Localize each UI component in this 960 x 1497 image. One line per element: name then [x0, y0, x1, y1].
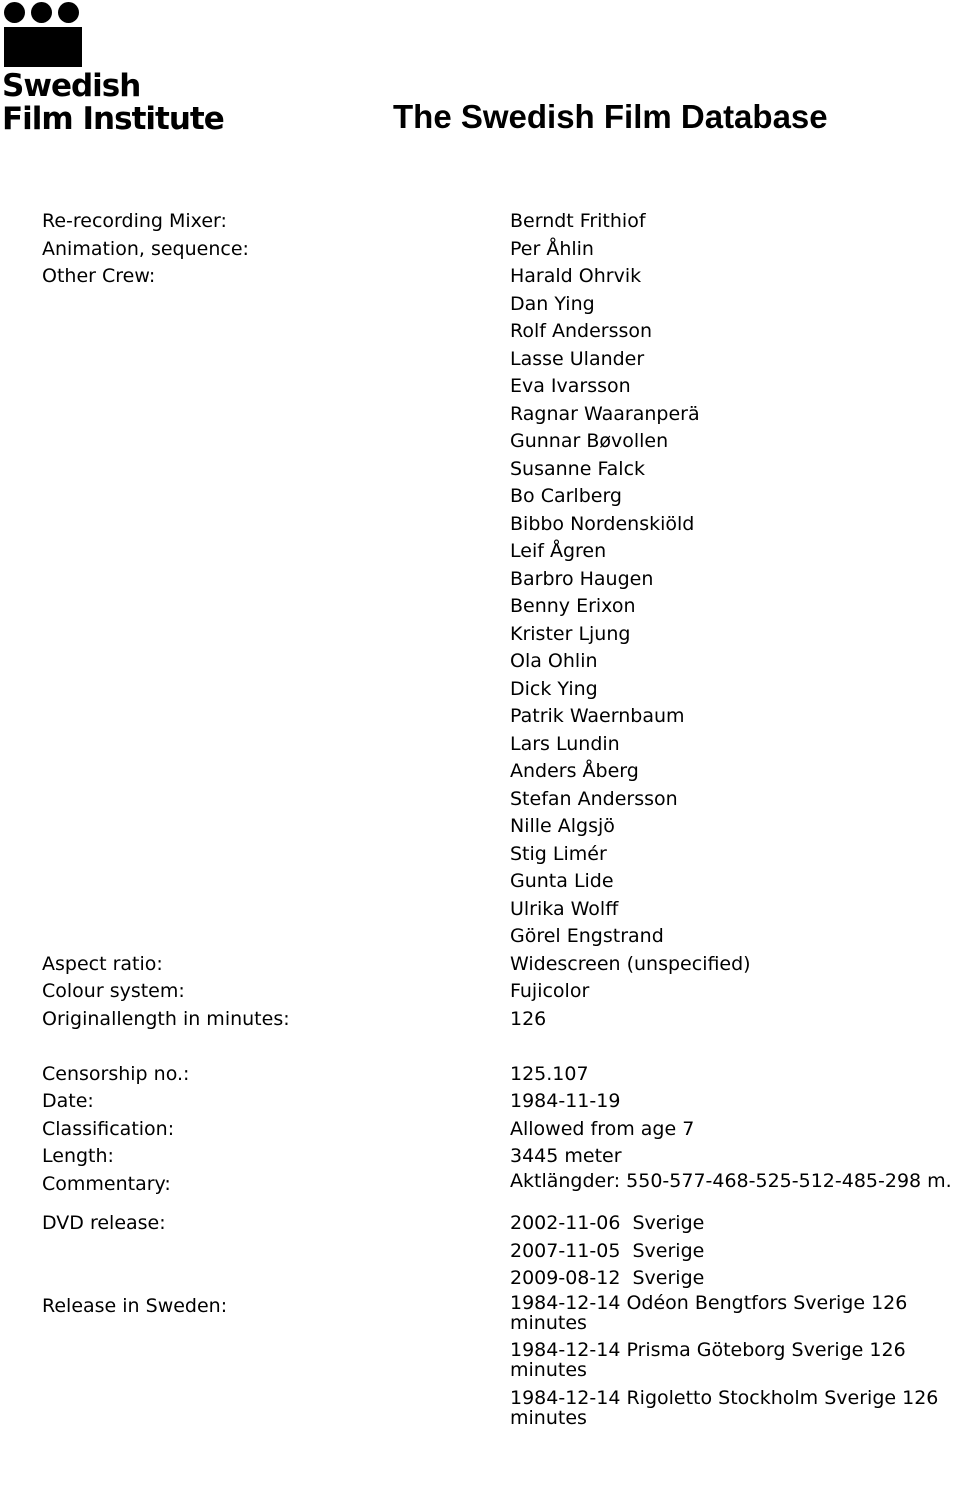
crew-member: Gunta Lide	[510, 870, 614, 892]
crew-member: Rolf Andersson	[510, 320, 653, 342]
crew-member: Dan Ying	[510, 292, 595, 315]
field-row-original-length	[42, 1006, 952, 1034]
field-value: Allowed from age 7	[510, 1117, 695, 1140]
field-label: Classification:	[42, 1117, 175, 1140]
field-label: Censorship no.:	[42, 1062, 190, 1085]
field-value: Aktlängder: 550-577-468-525-512-485-298 m.	[510, 1169, 952, 1192]
logo-text-line-1: Swedish	[2, 68, 141, 104]
logo-dots	[4, 2, 222, 23]
dvd-release-entry: 2009-08-12 Sverige	[510, 1267, 705, 1289]
section-spacer	[42, 1198, 952, 1210]
crew-member: Leif Ågren	[510, 540, 607, 562]
field-row-length	[42, 1143, 952, 1171]
field-row-commentary	[42, 1171, 952, 1199]
field-value: 3445 meter	[510, 1145, 622, 1167]
crew-member: Benny Erixon	[510, 595, 636, 617]
field-row-date	[42, 1088, 952, 1116]
crew-member: Gunnar Bøvollen	[510, 430, 669, 452]
crew-member: Bo Carlberg	[510, 485, 622, 507]
logo-dot	[58, 2, 79, 23]
field-row-dvd-release	[42, 1210, 952, 1293]
crew-list	[510, 263, 952, 951]
field-row-colour-system	[42, 978, 952, 1006]
field-label: Re-recording Mixer:	[42, 210, 227, 232]
dvd-release-list	[510, 1210, 952, 1293]
film-details	[42, 208, 952, 1435]
field-value: Per Åhlin	[510, 237, 594, 260]
logo-dot	[4, 2, 25, 23]
field-row-censorship-no	[42, 1061, 952, 1089]
crew-member: Lars Lundin	[510, 732, 620, 755]
crew-member: Krister Ljung	[510, 622, 631, 645]
release-entry: 1984-12-14 Prisma Göteborg Sverige 126 minutes	[510, 1339, 906, 1381]
field-row-rerecording-mixer	[42, 208, 952, 236]
field-label: Length:	[42, 1145, 114, 1167]
field-value: Widescreen (unspecified)	[510, 952, 751, 975]
field-value: 126	[510, 1007, 547, 1030]
field-label: Colour system:	[42, 980, 185, 1002]
field-label: DVD release:	[42, 1212, 166, 1234]
field-value: Fujicolor	[510, 980, 590, 1002]
logo-square	[4, 27, 82, 67]
release-list	[510, 1293, 952, 1436]
field-label: Animation, sequence:	[42, 237, 249, 260]
field-row-animation-sequence	[42, 236, 952, 264]
field-value: Berndt Frithiof	[510, 210, 646, 232]
field-label: Commentary:	[42, 1172, 171, 1195]
field-label: Date:	[42, 1090, 94, 1112]
field-label: Originallength in minutes:	[42, 1007, 290, 1030]
field-label: Release in Sweden:	[42, 1294, 228, 1317]
field-row-classification	[42, 1116, 952, 1144]
crew-member: Nille Algsjö	[510, 815, 615, 837]
field-label: Aspect ratio:	[42, 952, 163, 975]
logo-text-line-2: Film Institute	[2, 101, 224, 137]
crew-member: Stefan Andersson	[510, 787, 678, 810]
crew-member: Stig Limér	[510, 842, 607, 865]
crew-member: Harald Ohrvik	[510, 265, 642, 287]
field-label: Other Crew:	[42, 265, 156, 287]
field-row-release-in-sweden	[42, 1293, 952, 1436]
dvd-release-entry: 2007-11-05 Sverige	[510, 1239, 705, 1262]
crew-member: Ola Ohlin	[510, 650, 598, 672]
crew-member: Anders Åberg	[510, 760, 639, 782]
crew-member: Barbro Haugen	[510, 567, 654, 590]
crew-member: Ulrika Wolff	[510, 897, 619, 920]
swedish-film-institute-logo	[2, 2, 222, 142]
crew-member: Lasse Ulander	[510, 347, 645, 370]
crew-member: Eva Ivarsson	[510, 375, 631, 397]
field-value: 1984-11-19	[510, 1090, 621, 1112]
release-entry: 1984-12-14 Rigoletto Stockholm Sverige 126 minutes	[510, 1386, 939, 1429]
crew-member: Ragnar Waaranperä	[510, 402, 700, 425]
field-row-other-crew	[42, 263, 952, 951]
dvd-release-entry: 2002-11-06 Sverige	[510, 1212, 705, 1234]
release-entry: 1984-12-14 Odéon Bengtfors Sverige 126 minutes	[510, 1291, 908, 1334]
field-row-aspect-ratio	[42, 951, 952, 979]
page-title: The Swedish Film Database	[393, 98, 828, 135]
crew-member: Susanne Falck	[510, 457, 646, 480]
logo-text	[2, 70, 222, 136]
crew-member: Dick Ying	[510, 677, 598, 700]
crew-member: Patrik Waernbaum	[510, 705, 685, 727]
crew-member: Görel Engstrand	[510, 925, 664, 947]
section-spacer	[42, 1033, 952, 1061]
field-value: 125.107	[510, 1062, 589, 1085]
crew-member: Bibbo Nordenskiöld	[510, 512, 695, 535]
logo-dot	[31, 2, 52, 23]
